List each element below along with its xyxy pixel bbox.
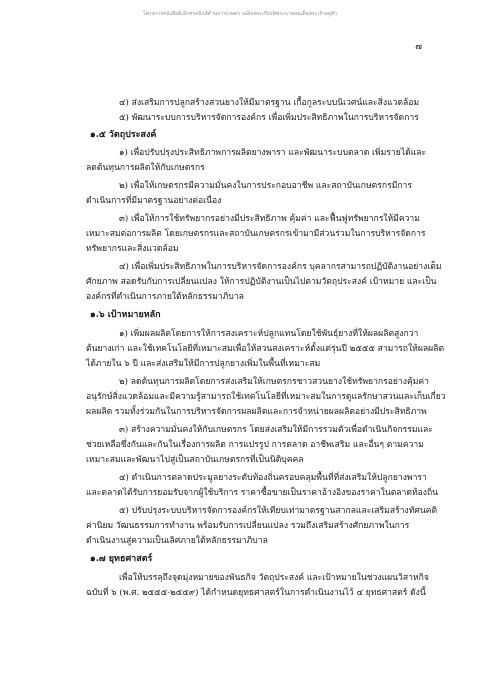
text-line: ๔) ส่งเสริมการปลูกสร้างสวนยางให้มีมาตรฐาน เกื้อกูลระบบนิเวศน์และสิ่งแวดล้อม: [119, 98, 420, 108]
text-line: ๓) เพื่อให้การใช้ทรัพยากรอย่างมีประสิทธิภาพ คุ้มค่า และฟื้นฟูทรัพยากรให้มีความ: [119, 214, 420, 224]
text-line: ๒) เพื่อให้เกษตรกรมีความมั่นคงในการประกอบอาชีพ และสถาบันเกษตรกรมีการ: [119, 181, 413, 191]
text-line: อนุรักษ์สิ่งแวดล้อมและมีความรู้สามารถใช้เทคโนโลยีที่เหมาะสมในการดูแลรักษาสวนและเก็บเกี่ยว: [86, 392, 446, 402]
text-line: ๑) เพิ่มผลผลิตโดยการให้การสงเคราะห์ปลูกแทนโดยใช้พันธุ์ยางที่ให้ผลผลิตสูงกว่า: [119, 329, 419, 339]
text-line: ได้ภายใน ๖ ปี และส่งเสริมให้มีการปลูกยางเพิ่มในพื้นที่เหมาะสม: [86, 359, 321, 369]
page-number: ๗: [415, 42, 422, 52]
text-line: ๕) ปรับปรุงระบบบริหารจัดการองค์กรให้เทียบเท่ามาตรฐานสากลและเสริมสร้างทัศนคติ: [119, 506, 438, 516]
text-line: เหมาะสมต่อการผลิต โดยเกษตรกรและสถาบันเกษตรกรเข้ามามีส่วนร่วมในการบริหารจัดการ: [86, 229, 426, 239]
section-heading: ๑.๗ ยุทธศาสตร์: [90, 554, 153, 564]
text-line: เพื่อให้บรรลุถึงจุดมุ่งหมายของพันธกิจ วัตถุประสงค์ และเป้าหมายในช่วงแผนวิสาหกิจ: [119, 573, 429, 583]
text-line: ผลผลิต รวมทั้งร่วมกันในการบริหารจัดการผลผลิตและการจำหน่ายผลผลิตอย่างมีประสิทธิภาพ: [86, 407, 427, 417]
text-line: ๒) ลดต้นทุนการผลิตโดยการส่งเสริมให้เกษตรกรชาวสวนยางใช้ทรัพยากรอย่างคุ้มค่า: [119, 377, 429, 387]
text-line: ค่านิยม วัฒนธรรมการทำงาน พร้อมรับการเปลี่ยนแปลง รวมถึงเสริมสร้างศักยภาพในการ: [86, 521, 410, 531]
text-line: เหมาะสมและพัฒนาไปสู่เป็นสถาบันเกษตรกรที่เป็นนิติบุคคล: [86, 455, 304, 465]
text-line: องค์กรที่ดำเนินการภายใต้หลักธรรมาภิบาล: [86, 292, 244, 302]
text-line: ๑) เพื่อปรับปรุงประสิทธิภาพการผลิตยางพารา และพัฒนาระบบตลาด เพิ่มรายได้และ: [119, 148, 427, 158]
text-line: ๔) เพื่อเพิ่มประสิทธิภาพในการบริหารจัดการองค์กร บุคลากรสามารถปฏิบัติงานอย่างเต็ม: [119, 262, 442, 272]
text-line: ฉบับที่ ๖ (พ.ศ. ๒๕๕๕-๒๕๕๙) ได้กำหนดยุทธศาสตร์ในการดำเนินงานไว้ ๔ ยุทธศาสตร์ ดังนี้: [86, 588, 426, 598]
text-line: ดำเนินงานสู่ความเป็นเลิศภายใต้หลักธรรมาภิบาล: [86, 536, 268, 546]
section-heading: ๑.๕ วัตถุประสงค์: [90, 130, 157, 140]
text-line: ต้นยางเก่า และใช้เทคโนโลยีที่เหมาะสมเพื่อให้สวนสงเคราะห์ตั้งแต่รุ่นปี ๒๕๕๕ สามารถให้ผลผลิต: [86, 344, 445, 354]
text-line: ศักยภาพ สอดรับกับการเปลี่ยนแปลง ให้การปฏิบัติงานเป็นไปตามวัตถุประสงค์ เป้าหมาย และเป็น: [86, 277, 437, 287]
section-heading: ๑.๖ เป้าหมายหลัก: [90, 310, 161, 320]
page-header: โครงการหนังสืออิเล็กทรอนิกส์ด้านการเกษตร เฉลิมพระเกียรติพระบาทสมเด็จพระเจ้าอยู่หัว: [142, 11, 338, 17]
text-line: ช่วยเหลือซึ่งกันและกันในเรื่องการผลิต การแปรรูป การตลาด อาชีพเสริม และอื่นๆ ตามความ: [86, 440, 424, 450]
text-line: ทรัพยากรและสิ่งแวดล้อม: [86, 244, 179, 254]
text-line: ๔) ดำเนินการตลาดประมูลยางระดับท้องถิ่นครอบคลุมพื้นที่ที่ส่งเสริมให้ปลูกยางพารา: [119, 473, 427, 483]
text-line: ลดต้นทุนการผลิตให้กับเกษตรกร: [86, 163, 205, 173]
text-line: ดำเนินการที่มีมาตรฐานอย่างต่อเนื่อง: [86, 196, 222, 206]
text-line: ๕) พัฒนาระบบการบริหารจัดการองค์กร เพื่อเพิ่มประสิทธิภาพในการบริหารจัดการ: [119, 113, 419, 123]
text-line: ๓) สร้างความมั่นคงให้กับเกษตรกร โดยส่งเสริมให้มีการรวมตัวเพื่อดำเนินกิจกรรมและ: [119, 425, 433, 435]
text-line: และตลาดได้รับการยอมรับจากผู้ใช้บริการ ราคาซื้อขายเป็นราคาอ้างอิงของราคาในตลาดท้องถิ่น: [86, 488, 439, 498]
